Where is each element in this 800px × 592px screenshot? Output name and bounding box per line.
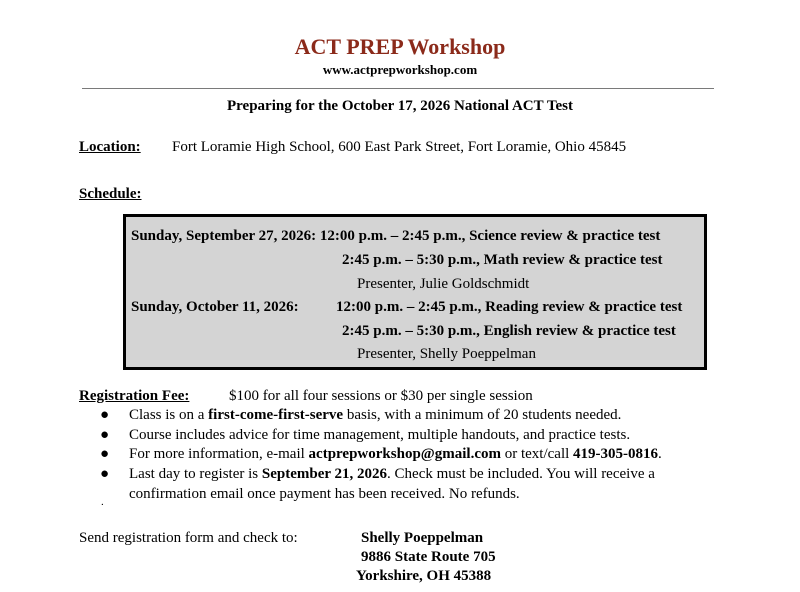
bullet-icon: ● [100, 446, 110, 462]
header-divider [82, 88, 714, 89]
location-value: Fort Loramie High School, 600 East Park Street, Fort Loramie, Ohio 45845 [172, 139, 627, 155]
schedule-line-1: Sunday, September 27, 2026: 12:00 p.m. – 2:45 p.m., Science review & practice test [131, 228, 661, 244]
bullet-text: Course includes advice for time management, multiple handouts, and practice tests. [129, 427, 631, 443]
bullet-continuation: confirmation email once payment has been received. No refunds. [129, 486, 520, 502]
schedule-line-5: 2:45 p.m. – 5:30 p.m., English review & practice test [342, 323, 676, 339]
registration-fee: $100 for all four sessions or $30 per single session [229, 388, 533, 404]
schedule-presenter-1: Presenter, Julie Goldschmidt [357, 276, 530, 292]
contact-email: actprepworkshop@gmail.com [308, 446, 501, 462]
bullet-text: For more information, e-mail actprepworkshop@gmail.com or text/call 419-305-0816. [129, 446, 662, 462]
stray-mark: . [101, 496, 104, 508]
page-subtitle: Preparing for the October 17, 2026 National ACT Test [227, 98, 573, 114]
location-label: Location: [79, 139, 141, 155]
website-url: www.actprepworkshop.com [322, 62, 478, 77]
schedule-line-4-time: 12:00 p.m. – 2:45 p.m., Reading review & practice test [336, 299, 683, 315]
page-title: ACT PREP Workshop [294, 34, 506, 59]
bullet-icon: ● [100, 427, 110, 443]
mailing-name: Shelly Poeppelman [361, 530, 484, 546]
mailing-city: Yorkshire, OH 45388 [356, 568, 492, 584]
registration-label: Registration Fee: [79, 388, 190, 404]
mailing-street: 9886 State Route 705 [361, 549, 496, 565]
schedule-line-2: 2:45 p.m. – 5:30 p.m., Math review & practice test [342, 252, 663, 268]
mailing-intro: Send registration form and check to: [79, 530, 298, 546]
bullet-icon: ● [100, 407, 110, 423]
bullet-text: Class is on a first-come-first-serve basis, with a minimum of 20 students needed. [129, 407, 622, 423]
schedule-label: Schedule: [79, 186, 142, 202]
schedule-line-4-date: Sunday, October 11, 2026: [131, 299, 299, 315]
contact-phone: 419-305-0816 [573, 446, 659, 462]
bullet-icon: ● [100, 466, 110, 482]
schedule-presenter-2: Presenter, Shelly Poeppelman [357, 346, 536, 362]
bullet-text: Last day to register is September 21, 2026. Check must be included. You will receive a [129, 466, 655, 482]
